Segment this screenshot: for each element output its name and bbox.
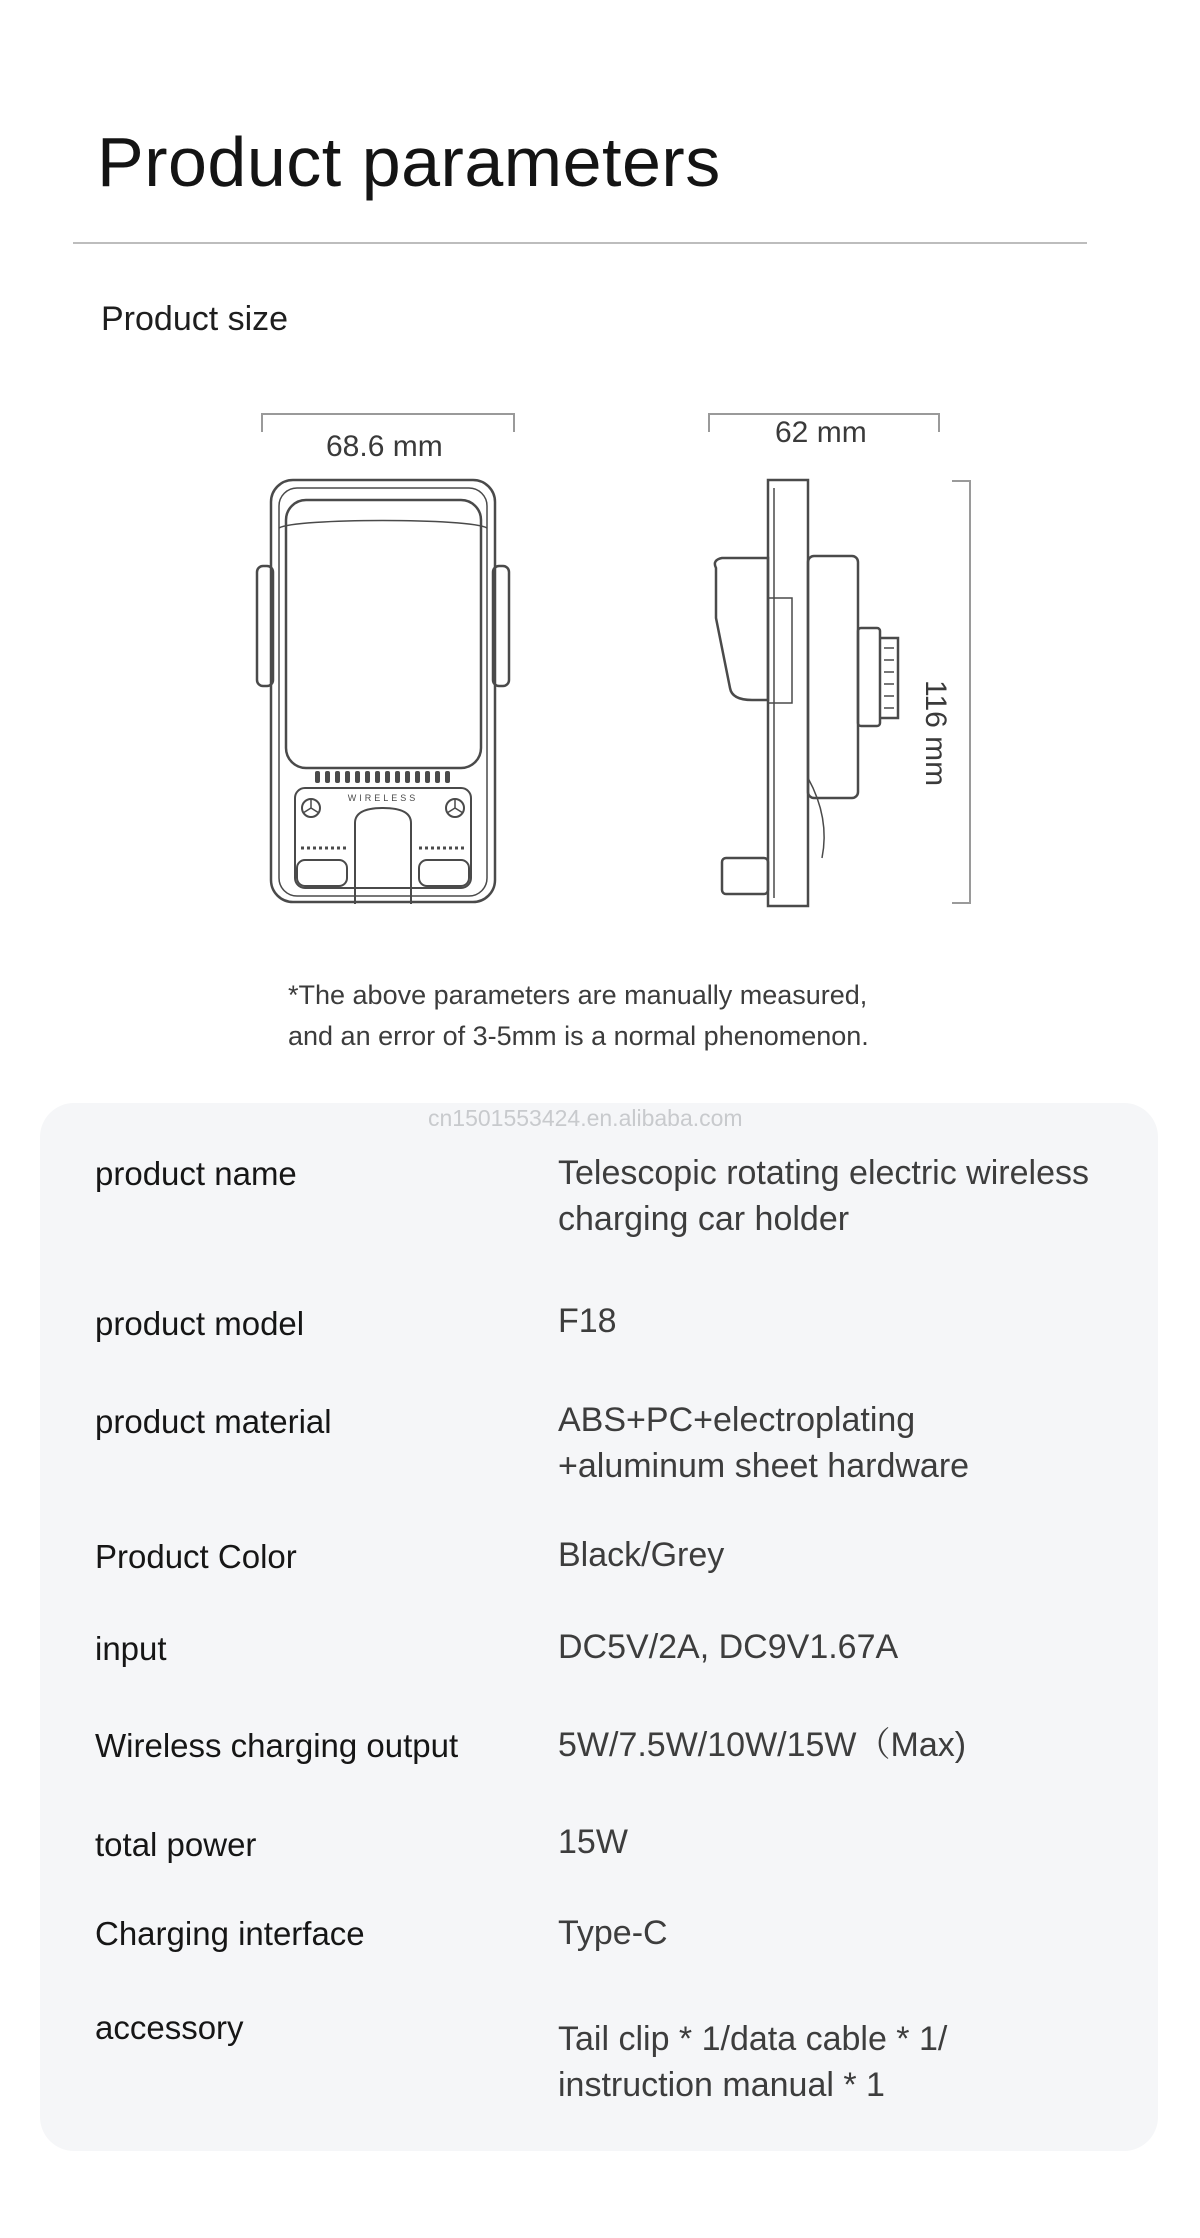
spec-value-input: DC5V/2A, DC9V1.67A (558, 1628, 899, 1666)
page-title: Product parameters (97, 123, 721, 201)
device-front-view (255, 478, 525, 908)
spec-key-accessory: accessory (95, 2009, 244, 2046)
spec-key-charging-interface: Charging interface (95, 1915, 365, 1952)
spec-value-accessory: Tail clip * 1/data cable * 1/ instruction manual * 1 (558, 2020, 948, 2104)
side-depth-label: 62 mm (775, 416, 867, 449)
spec-value-product-model: F18 (558, 1302, 617, 1340)
spec-key-product-color: Product Color (95, 1538, 297, 1575)
spec-key-total-power: total power (95, 1826, 257, 1863)
spec-value-charging-interface: Type-C (558, 1914, 668, 1952)
spec-key-product-material: product material (95, 1403, 332, 1440)
height-label: 116 mm (919, 680, 952, 787)
watermark: cn1501553424.en.alibaba.com (428, 1105, 743, 1131)
section-title-product-size: Product size (101, 300, 289, 338)
note-line-1: *The above parameters are manually measured, (288, 980, 868, 1010)
spec-value-product-material: ABS+PC+electroplating +aluminum sheet hardware (558, 1401, 970, 1485)
note-line-2: and an error of 3-5mm is a normal phenomenon. (288, 1021, 869, 1051)
spec-value-product-name: Telescopic rotating electric wireless charging car holder (558, 1154, 1089, 1238)
spec-value-total-power: 15W (558, 1823, 628, 1861)
spec-value-wireless-output: 5W/7.5W/10W/15W（Max) (558, 1726, 967, 1764)
front-width-label: 68.6 mm (326, 430, 443, 463)
measurement-note (288, 975, 869, 1057)
title-divider (73, 242, 1087, 244)
height-bracket (950, 479, 974, 905)
spec-value-product-color: Black/Grey (558, 1536, 725, 1574)
spec-key-product-name: product name (95, 1155, 297, 1192)
spec-key-wireless-output: Wireless charging output (95, 1727, 459, 1764)
device-wireless-text: WIRELESS (347, 793, 419, 803)
spec-key-product-model: product model (95, 1305, 305, 1342)
spec-key-input: input (95, 1630, 167, 1667)
